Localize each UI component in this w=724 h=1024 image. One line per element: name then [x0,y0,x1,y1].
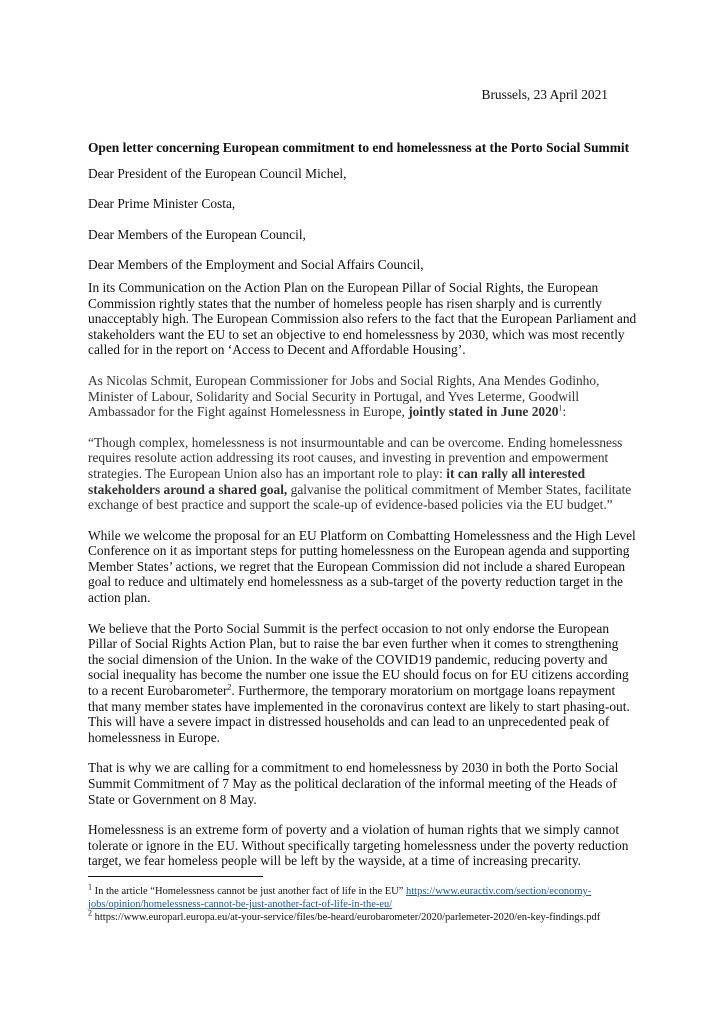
salutation-costa: Dear Prime Minister Costa, [88,196,236,212]
letter-body [88,140,638,884]
footnote-1-number: 1 [88,882,92,892]
paragraph-commitment: That is why we are calling for a commitment to end homelessness by 2030 in both the Porto Social Summit Commitment of 7 May as the political declaration of the informal meeting of the Heads of State or Government on 8 May. [88,760,619,807]
quote-bold: it can rally all interested stakeholders around a shared goal, [88,465,586,497]
footnote-divider [88,876,263,877]
joint-statement-text: As Nicolas Schmit, European Commissioner for Jobs and Social Rights, Ana Mendes Godinho, Minister of Labour, Solidarity and Social Security in Portugal, and Yves Leterme, Goodwill Ambassador for the Fight against Homelessness in Europe, [88,372,600,420]
footnotes [88,876,648,925]
quote-after: galvanise the political commitment of Member States, facilitate exchange of best practice and support the scale-up of evidence-based policies via the EU budget.” [88,481,632,513]
footnote-2 [88,908,648,924]
footnote-1-link[interactable]: https://www.euractiv.com/section/economy-jobs/opinion/homelessness-cannot-be-just-another-fact-of-life-in-the-eu/ [88,886,592,911]
footnote-1-text: In the article “Homelessness cannot be just another fact of life in the EU” [92,886,407,897]
letter-title: Open letter concerning European commitment to end homelessness at the Porto Social Summit [88,140,630,155]
footnote-ref-1[interactable]: 1 [558,403,563,413]
paragraph-porto-summit [88,621,638,746]
footnote-2-text: https://www.europarl.europa.eu/at-your-service/files/be-heard/eurobarometer/2020/parlemeter-2020/en-key-findings.pdf [92,912,601,924]
joint-statement-bold: jointly stated in June 2020 [408,404,559,420]
paragraph-platform: While we welcome the proposal for an EU Platform on Combatting Homelessness and the High Level Conference on it as important steps for putting homelessness on the European agenda and supporting Member States’ actions, we regret that the European Commission did not include a shared European goal to reduce and ultimately end homelessness as a sub-target of the poverty reduction target in the action plan. [88,527,636,606]
paragraph-human-rights: Homelessness is an extreme form of poverty and a violation of human rights that we simply cannot tolerate or ignore in the EU. Without specifically targeting homelessness under the poverty reduction target, we fear homeless people will be left by the wayside, at a time of increasing precarity. [88,822,629,869]
salutation-council: Dear Members of the European Council, [88,226,306,242]
footnote-2-number: 2 [88,908,92,918]
joint-statement-colon: : [562,404,567,420]
quote-paragraph [88,435,638,513]
letter-date: Brussels, 23 April 2021 [481,87,608,102]
porto-before: We believe that the Porto Social Summit is the perfect occasion to not only endorse the European Pillar of Social Rights Action Plan, but to raise the bar even further when it comes to strengthening the social dimension of the Union. In the wake of the COVID19 pandemic, reducing poverty and social inequality has become the number one issue the EU should focus on for EU citizens according to a recent Eurobarometer [88,620,629,699]
footnote-1 [88,882,648,911]
footnote-ref-2[interactable]: 2 [227,682,232,692]
paragraph-action-plan: In its Communication on the Action Plan on the European Pillar of Social Rights, the European Commission rightly states that the number of homeless people has risen sharply and is currently unacceptably high. The European Commission also refers to the fact that the European Parliament and stakeholders want the EU to set an objective to end homelessness by 2030, which was most recently called for in the report on ‘Access to Decent and Affordable Housing’. [88,279,637,358]
salutation-epsco: Dear Members of the Employment and Social Affairs Council, [88,257,424,273]
porto-after: . Furthermore, the temporary moratorium on mortgage loans repayment that many member states have implemented in the coronavirus context are likely to start phasing-out. This will have a severe impact in distressed households and can lead to an unprecedented peak of homelessness in Europe. [88,683,630,745]
paragraph-joint-statement [88,373,638,420]
salutation-michel: Dear President of the European Council Michel, [88,165,347,181]
quote-before: “Though complex, homelessness is not insurmountable and can be overcome. Ending homelessness requires resolute action addressing its root causes, and investing in prevention and empowerment strategies. The European Union also has an important role to play: [88,434,623,481]
